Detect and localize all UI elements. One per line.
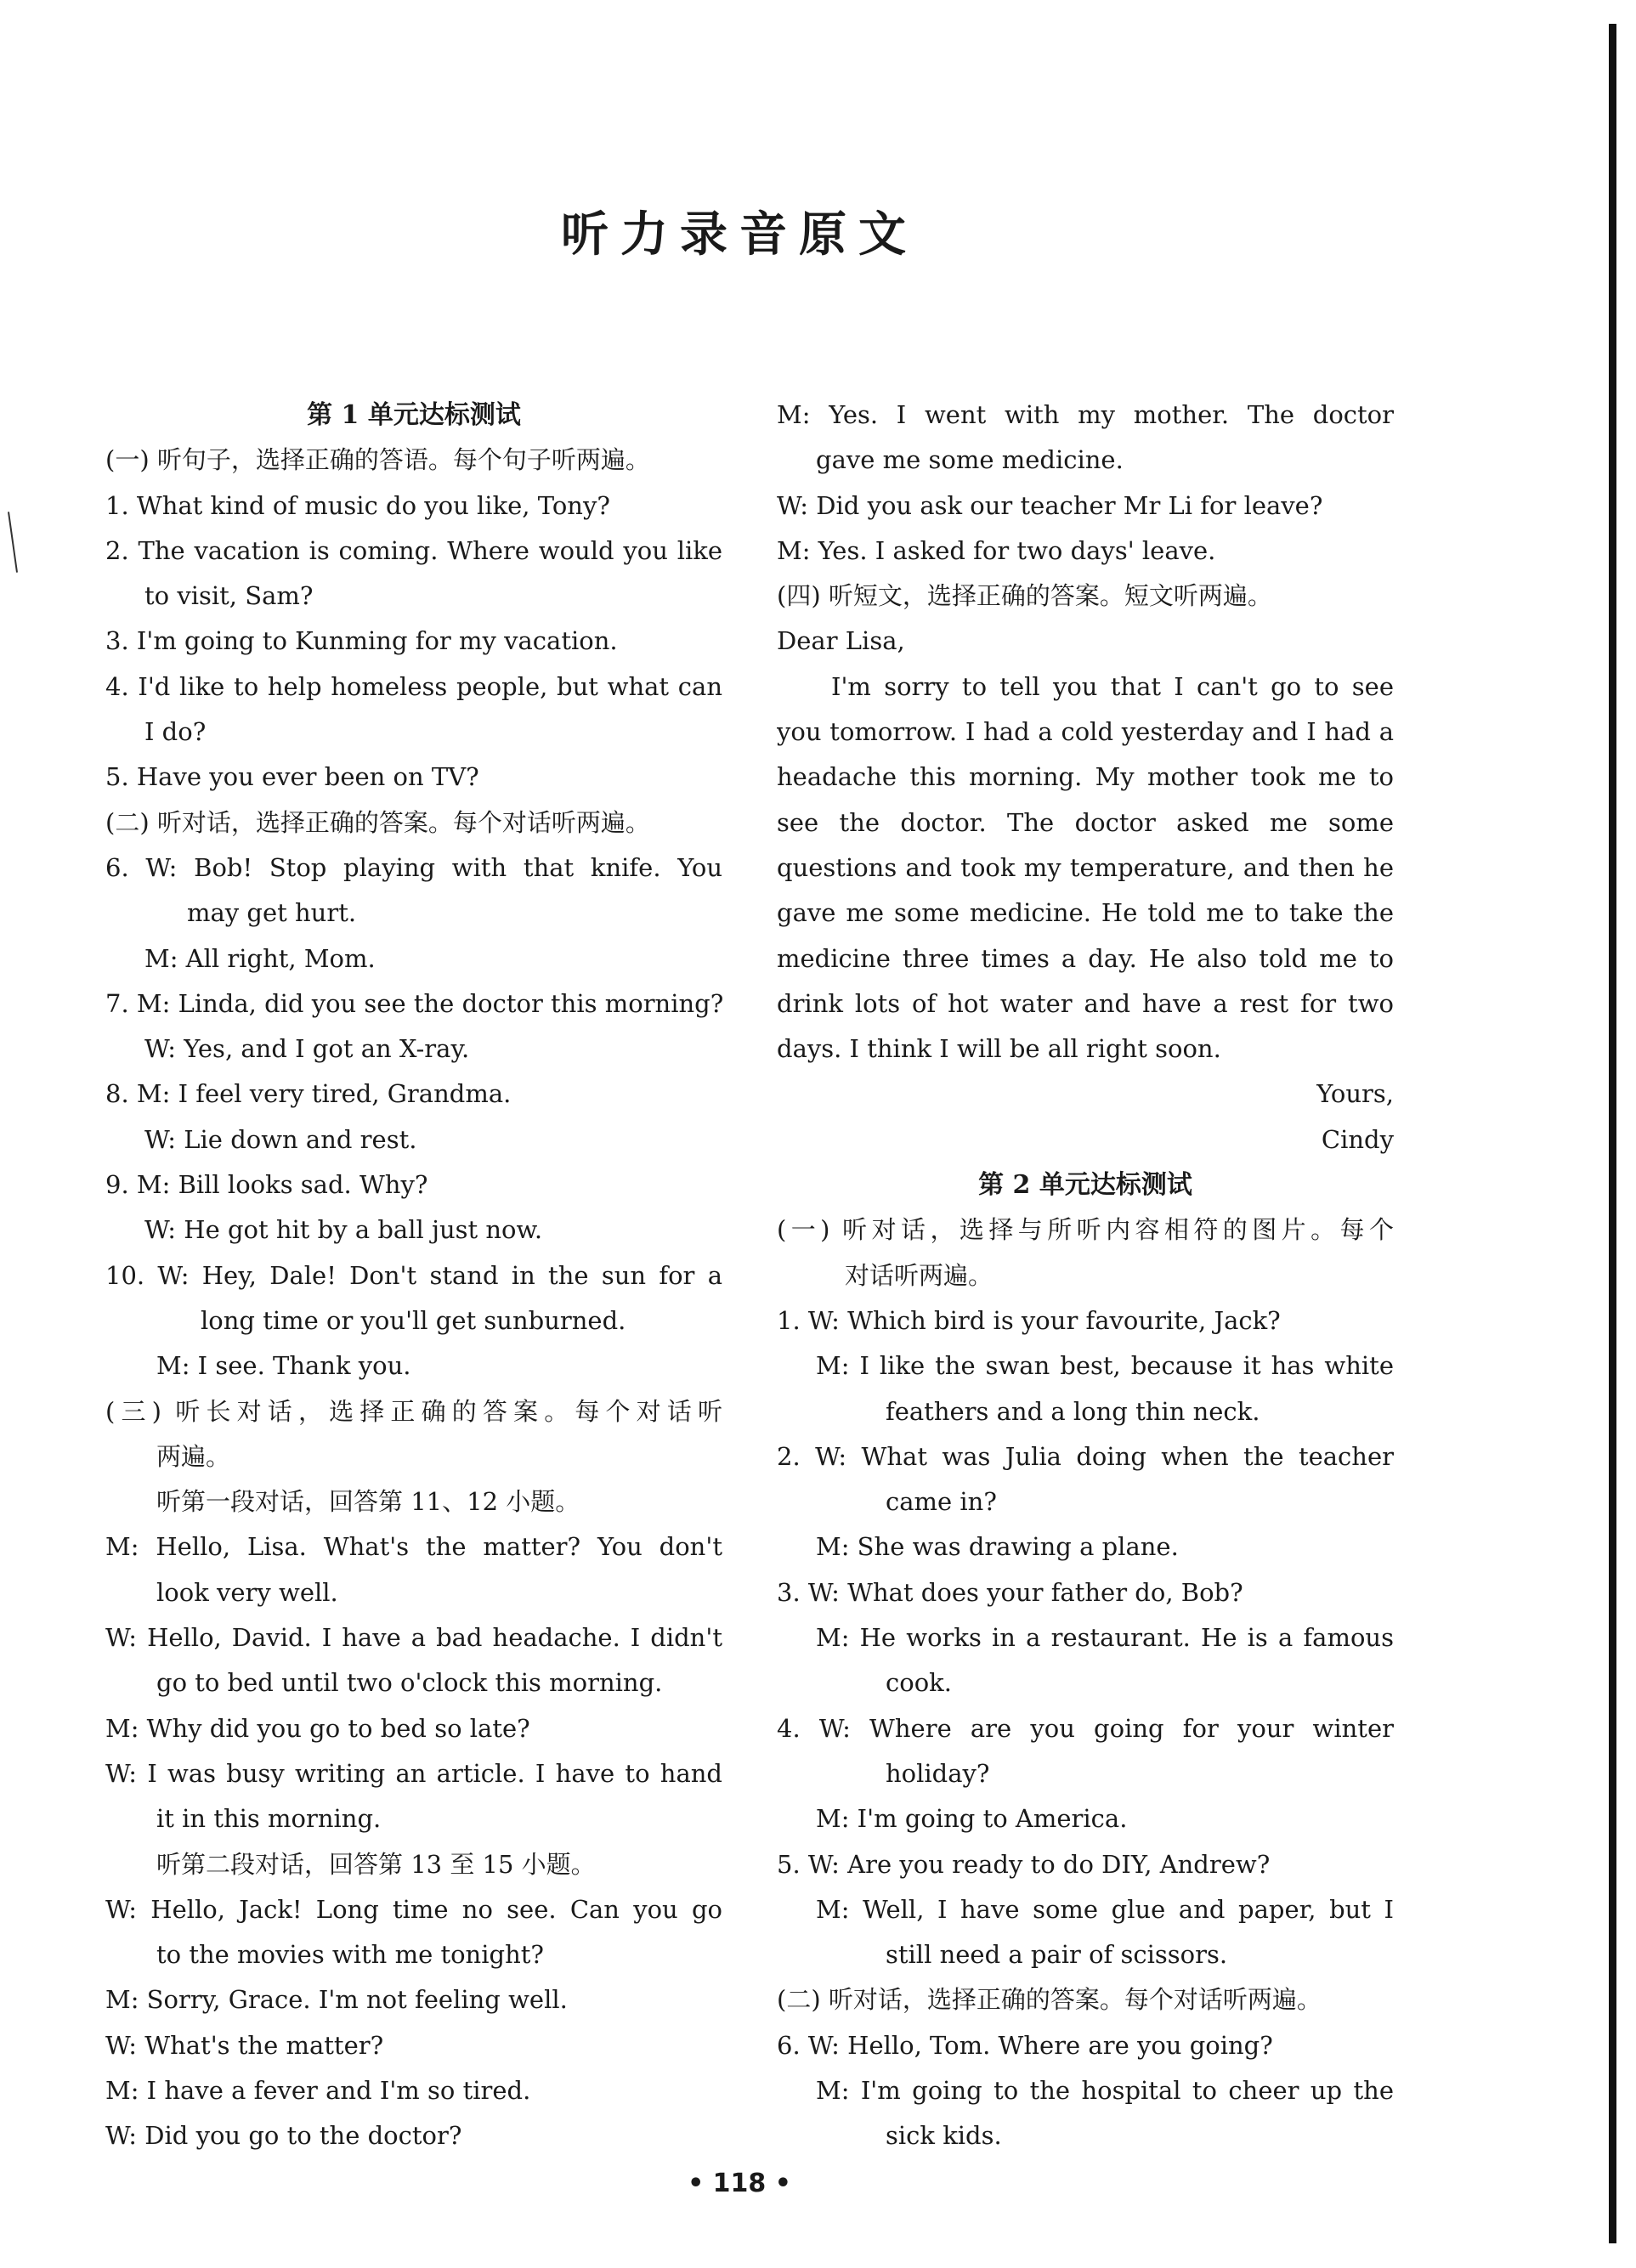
page-number: • 118 • — [688, 2169, 791, 2198]
text-line: gave me some medicine. He told me to take the — [777, 898, 1394, 928]
text-line: Yours, — [1316, 1079, 1394, 1109]
text-line: W: Hello, Jack! Long time no see. Can you go — [105, 1894, 722, 1924]
text-line: W: I was busy writing an article. I have to hand — [105, 1758, 722, 1788]
text-line: 听第一段对话，回答第 11、12 小题。 — [156, 1487, 580, 1517]
scan-edge-bar — [1609, 24, 1616, 2243]
text-line: look very well. — [156, 1577, 338, 1607]
text-line: I'm sorry to tell you that I can't go to see — [831, 671, 1394, 701]
text-line: M: I like the swan best, because it has white — [816, 1351, 1394, 1381]
text-line: it in this morning. — [156, 1804, 382, 1834]
text-line: 6. W: Bob! Stop playing with that knife. You — [105, 852, 722, 882]
scan-mark — [8, 512, 18, 573]
page-title: 听力录音原文 — [561, 207, 918, 263]
text-line: to the movies with me tonight? — [156, 1940, 544, 1970]
text-line: Dear Lisa, — [777, 626, 905, 656]
text-line: W: Hello, David. I have a bad headache. I didn't — [105, 1623, 722, 1653]
text-line: holiday? — [886, 1758, 990, 1788]
text-line: headache this morning. My mother took me to — [777, 762, 1394, 792]
text-line: go to bed until two o'clock this morning. — [156, 1668, 663, 1698]
text-line: 对话听两遍。 — [845, 1260, 993, 1290]
text-line: W: Did you ask our teacher Mr Li for leave? — [777, 490, 1323, 520]
text-line: 7. M: Linda, did you see the doctor this morning? — [105, 988, 724, 1018]
text-line: M: Yes. I asked for two days' leave. — [777, 535, 1216, 565]
text-line: W: Yes, and I got an X-ray. — [144, 1034, 470, 1064]
left-column — [105, 393, 722, 2159]
text-line: cook. — [886, 1668, 952, 1698]
text-line: 10. W: Hey, Dale! Don't stand in the sun for a — [105, 1260, 722, 1290]
text-line: M: Yes. I went with my mother. The doctor — [777, 400, 1394, 429]
text-line: 9. M: Bill looks sad. Why? — [105, 1170, 428, 1200]
text-line: 1. W: Which bird is your favourite, Jack? — [777, 1305, 1281, 1335]
text-line: (二) 听对话，选择正确的答案。每个对话听两遍。 — [105, 807, 650, 837]
text-line: M: Hello, Lisa. What's the matter? You don't — [105, 1532, 722, 1562]
text-line: M: All right, Mom. — [144, 943, 376, 973]
text-line: 4. W: Where are you going for your winter — [777, 1713, 1394, 1743]
text-line: M: Well, I have some glue and paper, but I — [816, 1894, 1394, 1924]
text-line: 5. W: Are you ready to do DIY, Andrew? — [777, 1849, 1271, 1879]
text-line: gave me some medicine. — [816, 445, 1124, 475]
text-line: 5. Have you ever been on TV? — [105, 762, 479, 792]
text-line: (二) 听对话，选择正确的答案。每个对话听两遍。 — [777, 1985, 1322, 2015]
text-line: M: He works in a restaurant. He is a famous — [816, 1623, 1394, 1653]
text-line: came in? — [886, 1487, 997, 1517]
text-line: M: She was drawing a plane. — [816, 1532, 1179, 1562]
section-heading: 第 1 单元达标测试 — [307, 400, 521, 430]
text-line: M: Sorry, Grace. I'm not feeling well. — [105, 1985, 568, 2015]
text-line: Cindy — [1321, 1124, 1394, 1154]
text-line: 2. The vacation is coming. Where would you like — [105, 535, 722, 565]
text-line: drink lots of hot water and have a rest for two — [777, 988, 1394, 1018]
text-line: (四) 听短文，选择正确的答案。短文听两遍。 — [777, 581, 1272, 611]
text-line: you tomorrow. I had a cold yesterday and I had a — [777, 717, 1394, 747]
text-line: may get hurt. — [187, 898, 357, 928]
right-column — [777, 393, 1394, 2159]
text-line: days. I think I will be all right soon. — [777, 1034, 1221, 1064]
text-line: W: Lie down and rest. — [144, 1124, 417, 1154]
text-line: 听第二段对话，回答第 13 至 15 小题。 — [156, 1849, 596, 1879]
text-line: W: Did you go to the doctor? — [105, 2121, 462, 2151]
text-line: 2. W: What was Julia doing when the teacher — [777, 1441, 1394, 1471]
text-line: questions and took my temperature, and then he — [777, 852, 1394, 882]
text-line: 4. I'd like to help homeless people, but what can — [105, 671, 722, 701]
text-line: W: What's the matter? — [105, 2030, 384, 2060]
text-line: 3. W: What does your father do, Bob? — [777, 1577, 1243, 1607]
text-line: medicine three times a day. He also told me to — [777, 943, 1394, 973]
text-line: 6. W: Hello, Tom. Where are you going? — [777, 2030, 1273, 2060]
text-line: to visit, Sam? — [144, 581, 314, 611]
text-line: I do? — [144, 717, 207, 747]
text-line: M: Why did you go to bed so late? — [105, 1713, 530, 1743]
text-line: (一) 听对话，选择与所听内容相符的图片。每个 — [777, 1215, 1394, 1245]
text-line: M: I'm going to the hospital to cheer up the — [816, 2075, 1394, 2105]
section-heading: 第 2 单元达标测试 — [978, 1170, 1192, 1201]
text-line: (三) 听长对话，选择正确的答案。每个对话听 — [105, 1396, 722, 1426]
text-line: M: I have a fever and I'm so tired. — [105, 2075, 531, 2105]
text-line: 两遍。 — [156, 1441, 231, 1471]
text-line: 1. What kind of music do you like, Tony? — [105, 490, 610, 520]
text-line: sick kids. — [886, 2121, 1002, 2151]
text-line: M: I see. Thank you. — [156, 1351, 411, 1381]
text-line: see the doctor. The doctor asked me some — [777, 807, 1394, 837]
text-line: 3. I'm going to Kunming for my vacation. — [105, 626, 618, 656]
text-line: (一) 听句子，选择正确的答语。每个句子听两遍。 — [105, 445, 650, 475]
text-line: W: He got hit by a ball just now. — [144, 1215, 543, 1245]
text-line: 8. M: I feel very tired, Grandma. — [105, 1079, 512, 1109]
text-line: still need a pair of scissors. — [886, 1940, 1228, 1970]
text-line: long time or you'll get sunburned. — [201, 1305, 626, 1335]
text-line: feathers and a long thin neck. — [886, 1396, 1260, 1426]
text-line: M: I'm going to America. — [816, 1804, 1128, 1834]
